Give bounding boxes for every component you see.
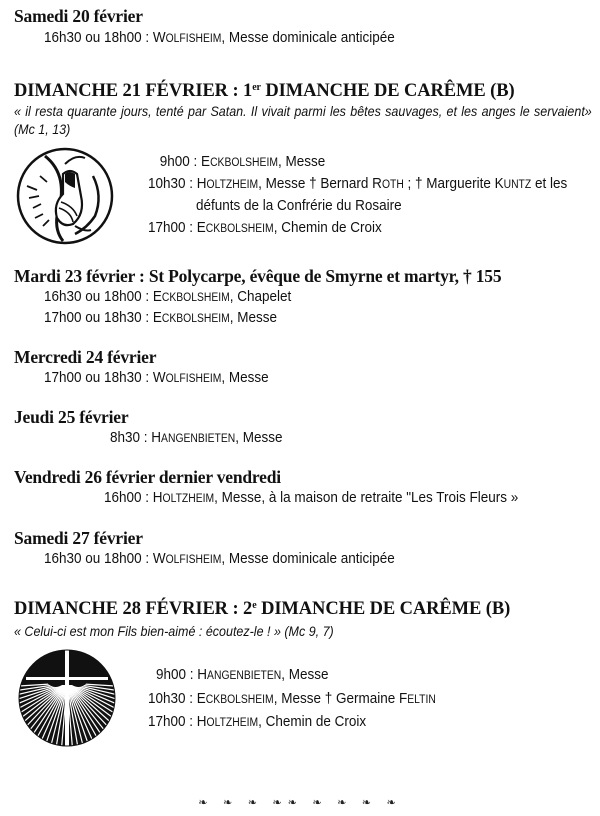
schedule-entry: 10h30 : ECKBOLSHEIM, Messe † Germaine FELTIN — [148, 690, 436, 707]
gospel-quote-28: « Celui-ci est mon Fils bien-aimé : écoutez-le ! » (Mc 9, 7) — [14, 624, 334, 639]
temptation-in-desert-icon — [15, 146, 115, 246]
gospel-quote-21: « il resta quarante jours, tenté par Satan. Il vivait parmi les bêtes sauvages, et les anges le servaient» (Mc 1, 13) — [14, 104, 592, 137]
entry-desc: , Messe — [221, 369, 269, 386]
entry-place: ECKBOLSHEIM — [196, 690, 274, 707]
entry-desc: , Messe dominicale anticipée — [221, 29, 395, 46]
schedule-entry — [148, 712, 366, 733]
entry-place: WOLFISHEIM — [152, 369, 222, 386]
entry-desc: , Chapelet — [229, 288, 292, 305]
schedule-entry — [44, 368, 269, 389]
day-title-samedi-20: Samedi 20 février — [14, 6, 143, 26]
entry-time: 17h00 : — [148, 713, 194, 730]
entry-place: HOLTZHEIM — [196, 713, 259, 730]
entry-place: HANGENBIETEN — [151, 429, 236, 446]
deceased-name: KUNTZ — [494, 175, 532, 192]
entry-place: ECKBOLSHEIM — [201, 153, 278, 170]
schedule-entry — [44, 308, 277, 329]
schedule-entry — [104, 488, 518, 509]
schedule-entry: 10h30 : HOLTZHEIM, Messe † Bernard ROTH ; † Marguerite KUNTZ et les — [148, 175, 568, 192]
entry-place: WOLFISHEIM — [152, 550, 222, 567]
entry-time: 16h30 ou 18h00 : — [44, 288, 150, 305]
entry-time: 9h00 : — [159, 153, 198, 170]
day-title-mercredi-24: Mercredi 24 février — [14, 347, 157, 367]
entry-time: 16h30 ou 18h00 : — [44, 29, 150, 46]
entry-desc: , Chemin de Croix — [258, 713, 367, 730]
entry-place: WOLFISHEIM — [152, 29, 222, 46]
decorative-ornament-divider: ❧ ❧ ❧ ❧❧ ❧ ❧ ❧ ❧ — [198, 796, 402, 809]
entry-desc: , Messe — [281, 666, 329, 683]
entry-time: 17h00 ou 18h30 : — [44, 309, 150, 326]
entry-desc: , Messe, à la maison de retraite "Les Trois Fleurs » — [214, 489, 519, 506]
entry-place: HOLTZHEIM — [196, 175, 259, 192]
schedule-entry-continuation: défunts de la Confrérie du Rosaire — [196, 197, 402, 214]
entry-time: 9h00 : — [156, 666, 194, 683]
entry-place: HANGENBIETEN — [197, 666, 282, 683]
day-title-jeudi-25: Jeudi 25 février — [14, 407, 129, 427]
schedule-entry — [156, 152, 325, 173]
entry-desc: , Messe — [229, 309, 278, 326]
entry-place: HOLTZHEIM — [152, 489, 215, 506]
entry-time: 8h30 : — [110, 429, 148, 446]
schedule-entry — [44, 287, 291, 308]
entry-place: ECKBOLSHEIM — [196, 219, 274, 236]
schedule-entry — [148, 218, 382, 239]
schedule-entry — [110, 428, 283, 449]
entry-time: 16h30 ou 18h00 : — [44, 550, 150, 567]
entry-time: 10h30 : — [148, 175, 194, 192]
entry-time: 10h30 : — [148, 690, 194, 707]
entry-desc: , Messe — [235, 429, 283, 446]
sunday-title-28: DIMANCHE 28 FÉVRIER : 2e DIMANCHE DE CARÊME (B) — [14, 599, 511, 619]
day-title-vendredi-26: Vendredi 26 février dernier vendredi — [14, 467, 281, 487]
schedule-entry — [44, 28, 395, 49]
entry-desc: , Messe — [277, 153, 326, 170]
entry-time: 17h00 : — [148, 219, 194, 236]
schedule-entry — [156, 665, 329, 686]
deceased-name: ROTH — [372, 175, 404, 192]
day-title-mardi-23: Mardi 23 février : St Polycarpe, évêque de Smyrne et martyr, † 155 — [14, 266, 502, 286]
entry-desc: , Chemin de Croix — [273, 219, 382, 236]
deceased-name: FELTIN — [398, 690, 436, 707]
entry-time: 16h00 : — [104, 489, 150, 506]
entry-place: ECKBOLSHEIM — [152, 288, 230, 305]
entry-place: ECKBOLSHEIM — [152, 309, 230, 326]
day-title-samedi-27: Samedi 27 février — [14, 528, 143, 548]
sunday-title-21: DIMANCHE 21 FÉVRIER : 1er DIMANCHE DE CARÊME (B) — [14, 81, 515, 101]
schedule-entry — [44, 549, 395, 570]
entry-time: 17h00 ou 18h30 : — [44, 369, 150, 386]
cross-with-rays-icon — [18, 649, 116, 747]
entry-desc: , Messe dominicale anticipée — [221, 550, 395, 567]
